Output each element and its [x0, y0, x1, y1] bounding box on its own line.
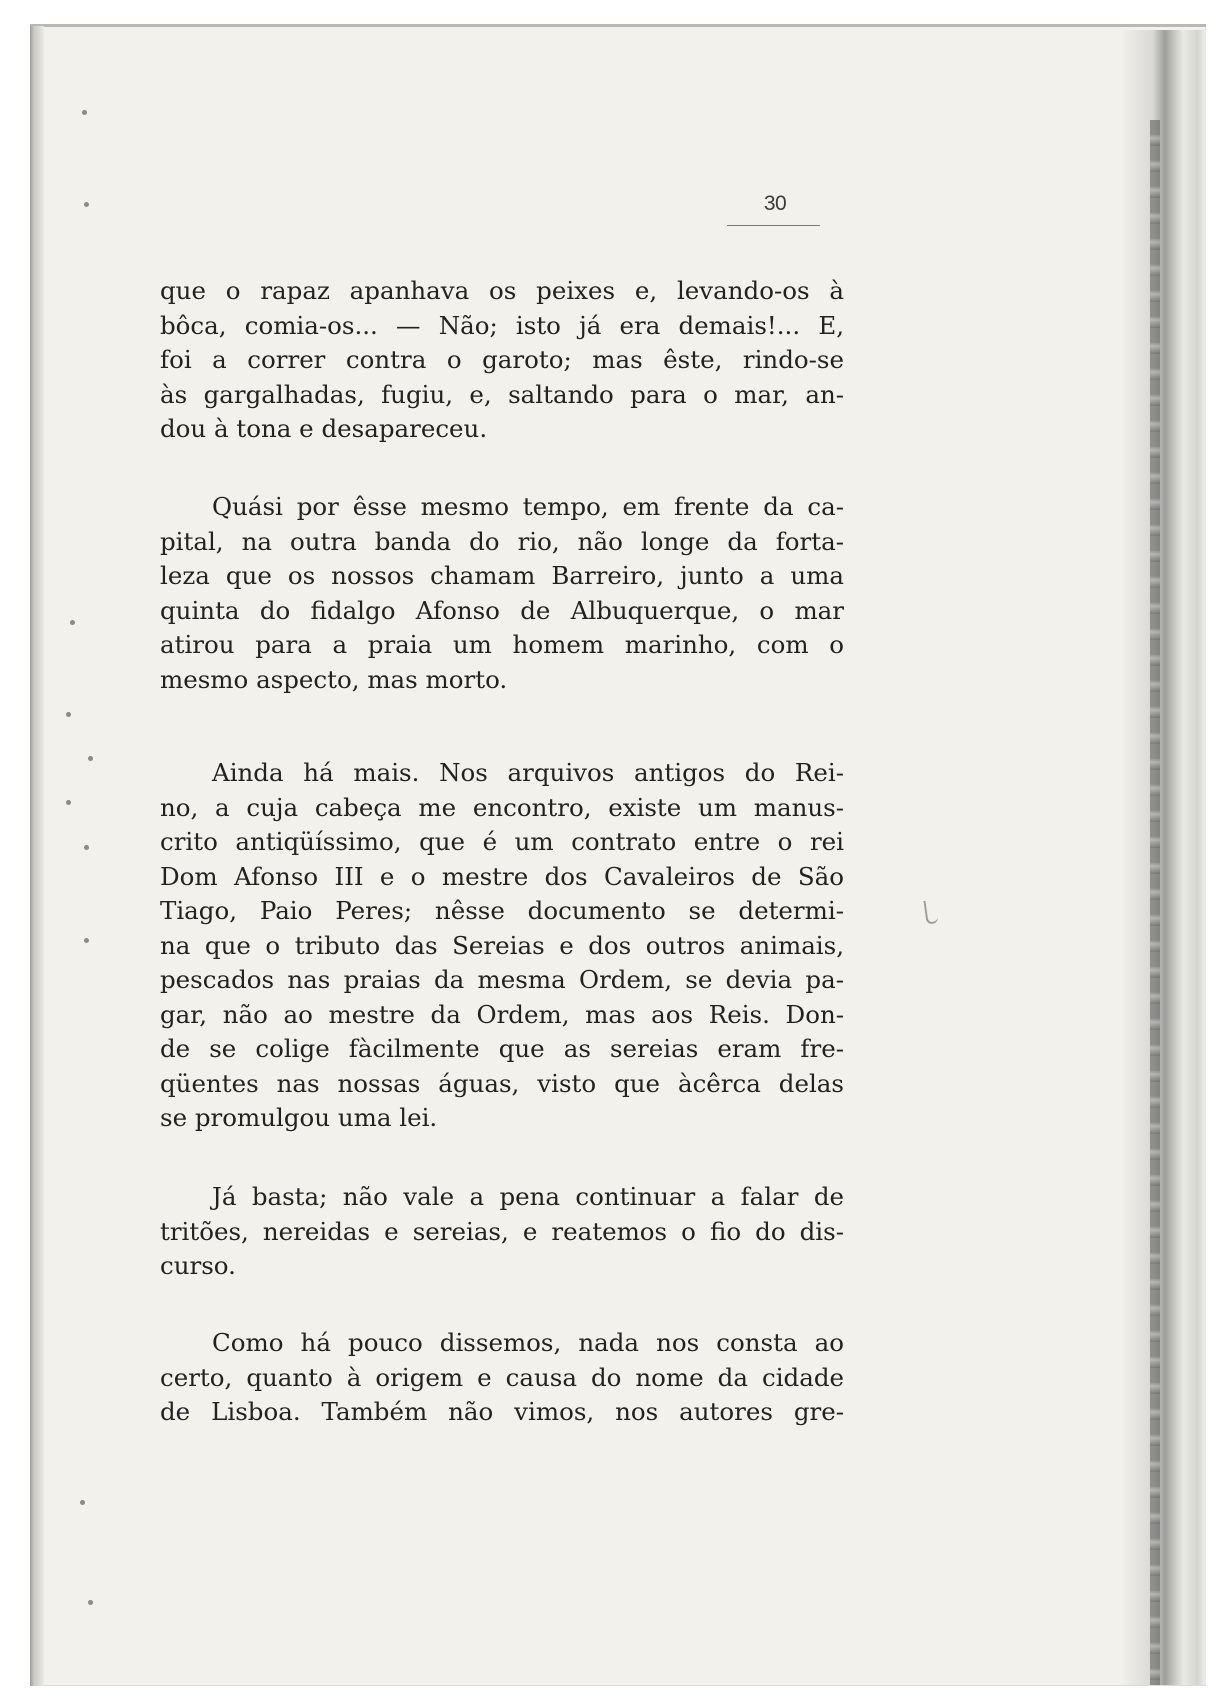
speck	[70, 620, 75, 625]
top-edge-shadow	[30, 24, 1206, 27]
text-line: Ainda há mais. Nos arquivos antigos do Rei-	[212, 758, 844, 787]
text-line: na que o tributo das Sereias e dos outros animais,	[160, 930, 844, 960]
paragraph-5	[160, 1326, 844, 1430]
paragraph-2	[160, 490, 844, 697]
right-margin-dark-streak	[1150, 120, 1160, 1685]
speck	[84, 845, 89, 850]
paragraph-4	[160, 1180, 844, 1284]
text-line: certo, quanto à origem e causa do nome da cidade	[160, 1362, 844, 1392]
paragraph-1	[160, 274, 844, 447]
speck	[82, 110, 87, 115]
text-line: dou à tona e desapareceu.	[160, 414, 488, 443]
text-line: pescados nas praias da mesma Ordem, se devia pa-	[160, 965, 844, 994]
text-line: gar, não ao mestre da Ordem, mas aos Reis. Don-	[160, 999, 844, 1029]
text-line: que o rapaz apanhava os peixes e, levando-os à	[160, 276, 844, 305]
text-line: qüentes nas nossas águas, visto que àcêrca delas	[160, 1068, 844, 1098]
right-margin-smudge	[1120, 30, 1206, 1685]
page-number: 30	[763, 192, 787, 215]
text-line: crito antiqüíssimo, que é um contrato entre o rei	[160, 827, 844, 856]
speck	[84, 938, 89, 943]
text-line: Já basta; não vale a pena continuar a falar de	[212, 1182, 844, 1211]
text-line: bôca, comia-os... — Não; isto já era demais!... E,	[160, 310, 844, 340]
text-line: Como há pouco dissemos, nada nos consta ao	[212, 1328, 844, 1357]
speck	[66, 800, 71, 805]
page-number-rule	[727, 225, 820, 226]
speck	[88, 1600, 93, 1605]
speck	[88, 756, 93, 761]
text-line: pital, na outra banda do rio, não longe da forta-	[160, 526, 844, 556]
text-line: Dom Afonso III e o mestre dos Cavaleiros de São	[160, 861, 844, 891]
speck	[66, 712, 71, 717]
text-line: às gargalhadas, fugiu, e, saltando para o mar, an-	[160, 379, 844, 409]
paragraph-3	[160, 756, 844, 1136]
text-line: foi a correr contra o garoto; mas êste, rindo-se	[160, 345, 844, 374]
text-line: leza que os nossos chamam Barreiro, junto a uma	[160, 561, 844, 590]
speck	[80, 1500, 85, 1505]
text-line: Tiago, Paio Peres; nêsse documento se determi-	[160, 896, 844, 925]
left-binding-shadow	[30, 26, 44, 1686]
text-line: quinta do fidalgo Afonso de Albuquerque, o mar	[160, 595, 844, 625]
text-line: no, a cuja cabeça me encontro, existe um manus-	[160, 792, 844, 822]
text-line: se promulgou uma lei.	[160, 1103, 438, 1132]
text-line: tritões, nereidas e sereias, e reatemos o fio do dis-	[160, 1216, 844, 1246]
text-line: curso.	[160, 1251, 236, 1280]
text-line: de se colige fàcilmente que as sereias eram fre-	[160, 1034, 844, 1063]
text-line: de Lisboa. Também não vimos, nos autores gre-	[160, 1397, 844, 1426]
text-line: atirou para a praia um homem marinho, com o	[160, 630, 844, 659]
text-line: mesmo aspecto, mas morto.	[160, 664, 508, 694]
text-line: Quási por êsse mesmo tempo, em frente da ca-	[212, 492, 844, 521]
speck	[84, 202, 89, 207]
